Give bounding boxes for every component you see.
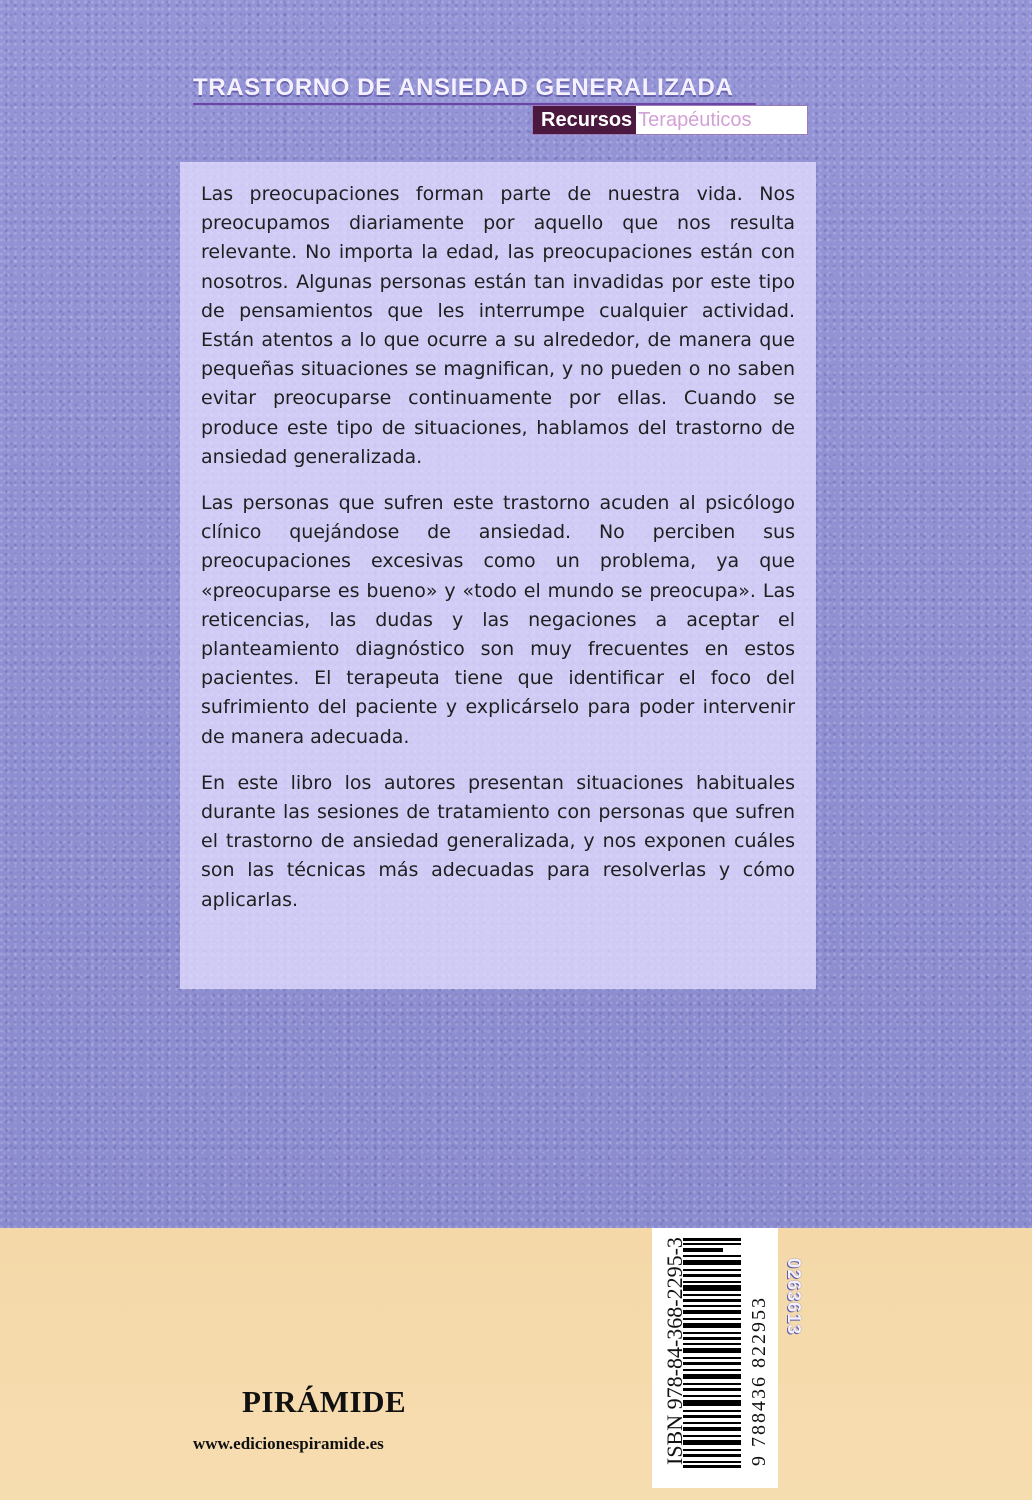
isbn-text: ISBN 978-84-368-2295-3 [662, 1237, 687, 1465]
barcode-icon [683, 1238, 741, 1468]
publisher-name: PIRÁMIDE [242, 1384, 407, 1419]
bottom-color-band [0, 1228, 1032, 1500]
barcode-number: 9 788436 822953 [748, 1296, 770, 1466]
series-badge [532, 105, 808, 135]
book-title: TRASTORNO DE ANSIEDAD GENERALIZADA [193, 74, 734, 101]
description-paragraph-2: Las personas que sufren este trastorno acuden al psicólogo clínico quejándose de ansiedad. No perciben sus preocupaciones excesivas como un problema, ya que «preocuparse es bueno» y «todo el mundo se preocupa». Las reticencias, las dudas y las negaciones a aceptar el planteamiento diagnóstico son muy frecuentes en estos pacientes. El terapeuta tiene que identificar el foco del sufrimiento del paciente y explicárselo para poder intervenir de manera adecuada. [201, 492, 795, 748]
description-panel [180, 162, 816, 989]
description-paragraph-3: En este libro los autores presentan situaciones habituales durante las sesiones de tratamiento con personas que sufren el trastorno de ansiedad generalizada, y nos exponen cuáles son las técnicas más adecuadas para resolverlas y cómo aplicarlas. [201, 771, 795, 911]
series-primary-label: Recursos [533, 106, 636, 134]
publisher-website: www.edicionespiramide.es [193, 1434, 384, 1453]
publisher-code: 0263613 [784, 1258, 804, 1336]
description-paragraph-1: Las preocupaciones forman parte de nuestra vida. Nos preocupamos diariamente por aquello que nos resulta relevante. No importa la edad, las preocupaciones están con nosotros. Algunas personas están tan invadidas por este tipo de pensamientos que les interrumpe cualquier actividad. Están atentos a lo que ocurre a su alrededor, de manera que pequeñas situaciones se magnifican, y no pueden o no saben evitar preocuparse continuamente por ellas. Cuando se produce este tipo de situaciones, hablamos del trastorno de ansiedad generalizada. [201, 183, 795, 468]
series-secondary-label: Terapéuticos [636, 106, 759, 134]
